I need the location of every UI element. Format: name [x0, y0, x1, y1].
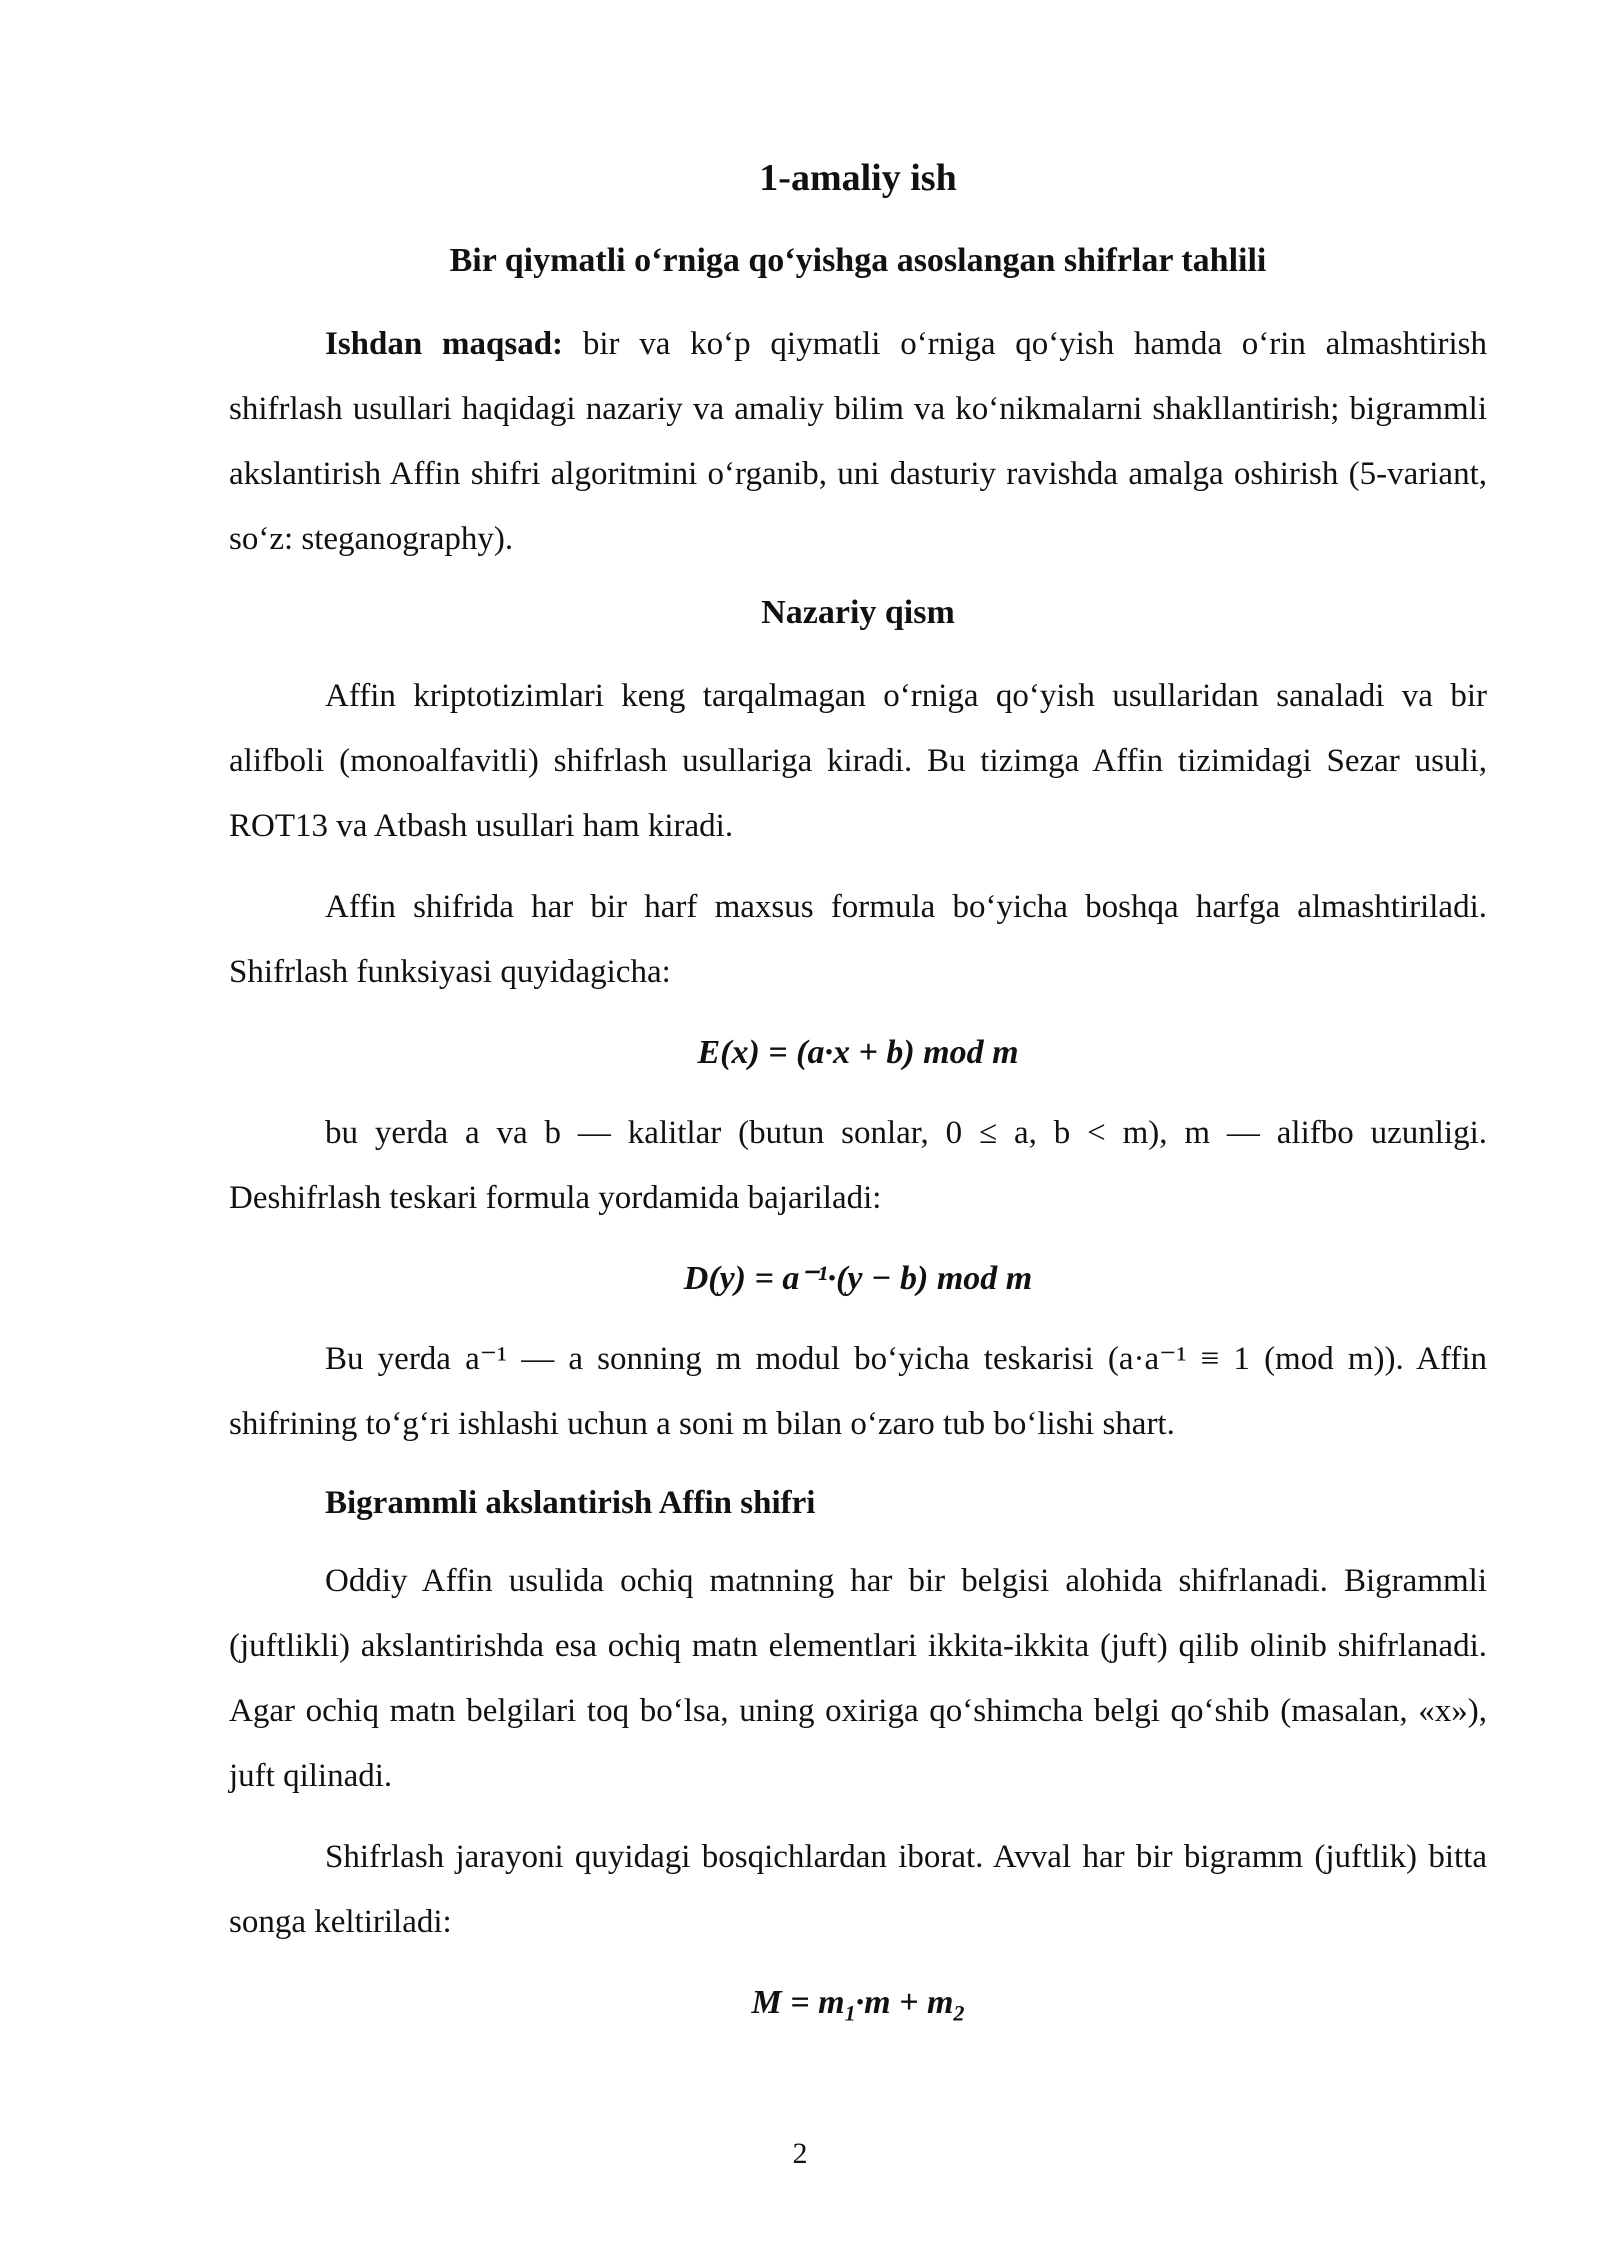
formula-bigram: [229, 1971, 1487, 2035]
paragraph-affine-function: Affin shifrida har bir harf maxsus formula bo‘yicha boshqa harfga almashtiriladi. Shifrlash funksiyasi quyidagicha:: [229, 889, 1487, 990]
formula-decrypt: D(y) = a⁻¹·(y − b) mod m: [683, 1260, 1033, 1297]
bigram-subheading: Bigrammli akslantirish Affin shifri: [325, 1485, 816, 1521]
goal-label: Ishdan maqsad:: [325, 326, 564, 362]
formula-bigram-sub1: 1: [844, 2000, 856, 2026]
page-number: 2: [792, 2137, 808, 2170]
formula-bigram-lhs: M = m: [751, 1984, 845, 2021]
paragraph-bigram: Oddiy Affin usulida ochiq matnning har bir belgisi alohida shifrlanadi. Bigrammli (juftlikli) akslantirishda esa ochiq matn elementlari ikkita-ikkita (juft) qilib olinib shifrlanadi. Agar ochiq matn belgilari toq bo‘lsa, uning oxiriga qo‘shimcha belgi qo‘shib (masalan, «x»), juft qilinadi.: [229, 1563, 1487, 1794]
paragraph-affine-intro: Affin kriptotizimlari keng tarqalmagan o‘rniga qo‘yish usullaridan sanaladi va bir alifboli (monoalfavitli) shifrlash usullariga kiradi. Bu tizimga Affin tizimidagi Sezar usuli, ROT13 va Atbash usullari ham kiradi.: [229, 678, 1487, 844]
theory-heading: Nazariy qism: [761, 594, 955, 631]
goal-paragraph: [229, 312, 1487, 572]
document-title: 1-amaliy ish: [759, 157, 957, 199]
formula-encrypt: E(x) = (a·x + b) mod m: [697, 1034, 1019, 1071]
paragraph-keys: bu yerda a va b — kalitlar (butun sonlar, 0 ≤ a, b < m), m — alifbo uzunligi. Deshifrlash teskari formula yordamida bajariladi:: [229, 1115, 1487, 1216]
document-subtitle: Bir qiymatli o‘rniga qo‘yishga asoslangan shifrlar tahlili: [449, 242, 1267, 279]
formula-bigram-mid: ·m + m: [855, 1984, 954, 2021]
formula-bigram-sub2: 2: [953, 2000, 965, 2026]
page-content: [229, 150, 1487, 2051]
paragraph-inverse: Bu yerda a⁻¹ — a sonning m modul bo‘yicha teskarisi (a·a⁻¹ ≡ 1 (mod m)). Affin shifrining to‘g‘ri ishlashi uchun a soni m bilan o‘zaro tub bo‘lishi shart.: [229, 1341, 1487, 1442]
paragraph-steps: Shifrlash jarayoni quyidagi bosqichlardan iborat. Avval har bir bigramm (juftlik) bitta songa keltiriladi:: [229, 1839, 1487, 1940]
goal-text: bir va ko‘p qiymatli o‘rniga qo‘yish hamda o‘rin almashtirish shifrlash usullari haqidagi nazariy va amaliy bilim va ko‘nikmalarni shakllantirish; bigrammli akslantirish Affin shifri algoritmini o‘rganib, uni dasturiy ravishda amalga oshirish (5-variant, so‘z: steganography).: [229, 326, 1487, 557]
